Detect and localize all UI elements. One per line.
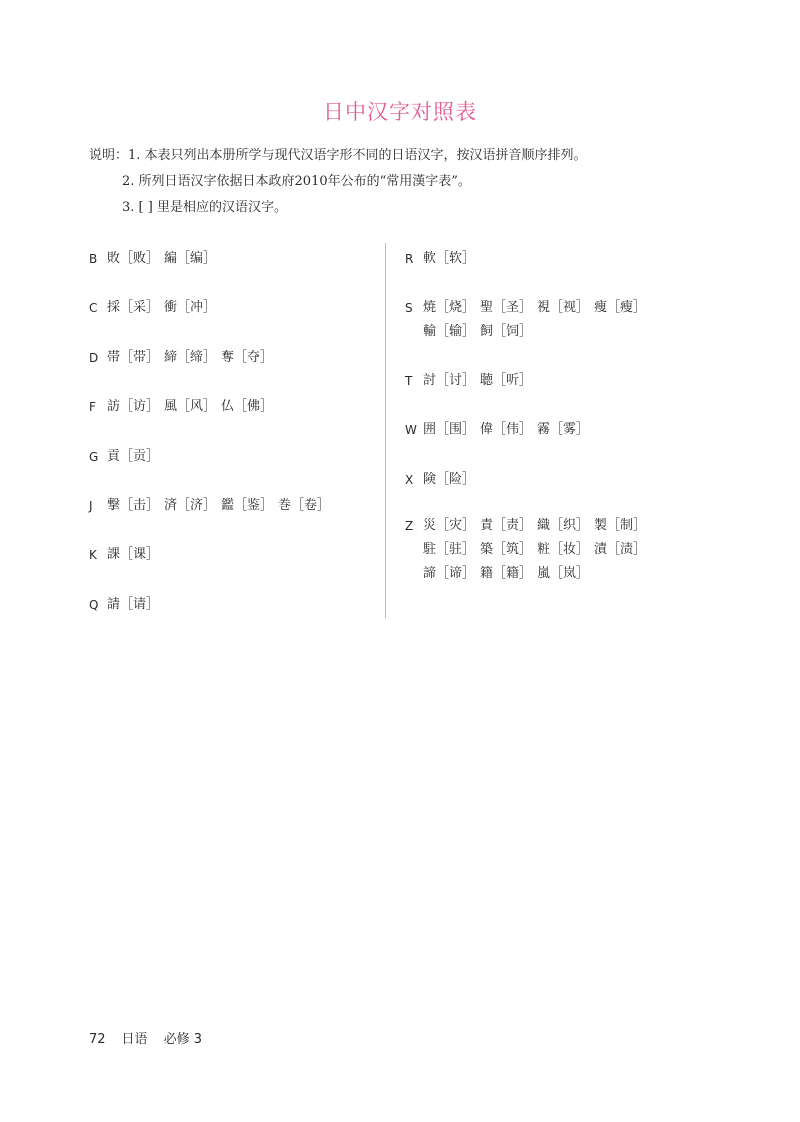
kanji-pair: 撃［击］ <box>107 497 160 513</box>
kanji-pair: 焼［烧］ <box>423 300 476 315</box>
letter-group-f <box>89 395 369 444</box>
kanji-pair: 痩［瘦］ <box>594 300 647 315</box>
page-title: 日中汉字对照表 <box>323 100 477 124</box>
letter-group-j <box>89 494 369 543</box>
letter-group-k <box>89 543 369 592</box>
kanji-pair: 巻［卷］ <box>278 497 331 513</box>
kanji-pair: 諦［谛］ <box>423 566 476 581</box>
letter-group-x <box>405 468 705 514</box>
kanji-pair: 軟［软］ <box>423 251 476 266</box>
column-divider <box>385 243 386 618</box>
kanji-pair: 責［责］ <box>480 518 533 533</box>
group-letter: J <box>89 498 93 513</box>
kanji-pair: 仏［佛］ <box>221 399 274 415</box>
kanji-pair: 討［讨］ <box>423 373 476 388</box>
page-footer <box>89 1028 218 1047</box>
group-letter: C <box>89 301 98 316</box>
group-letter: D <box>89 350 99 365</box>
note-line-3: 3. [ ] 里是相应的汉语汉字。 <box>122 200 287 215</box>
kanji-pair: 険［险］ <box>423 472 476 487</box>
group-letter: Z <box>405 519 414 533</box>
kanji-pair: 霧［雾］ <box>537 422 590 437</box>
kanji-pair: 奪［夺］ <box>221 349 274 365</box>
kanji-pair: 請［请］ <box>107 596 160 612</box>
kanji-pair: 飼［饲］ <box>480 324 533 339</box>
kanji-pair: 輸［输］ <box>423 324 476 339</box>
group-letter: W <box>405 423 417 437</box>
left-column <box>89 247 369 642</box>
letter-group-d <box>89 346 369 395</box>
letter-group-q <box>89 593 369 642</box>
kanji-pair: 編［编］ <box>164 251 217 266</box>
kanji-pair: 災［灾］ <box>423 518 476 533</box>
kanji-pair: 嵐［岚］ <box>537 566 590 581</box>
note-line-2: 2. 所列日语汉字依据日本政府2010年公布的“常用漢字表”。 <box>122 174 471 189</box>
group-letter: Q <box>89 597 99 612</box>
page-number: 72 <box>89 1032 106 1047</box>
kanji-pair: 課［课］ <box>107 547 160 563</box>
letter-group-b <box>89 247 369 296</box>
kanji-pair: 済［济］ <box>164 497 217 513</box>
kanji-pair: 偉［伟］ <box>480 422 533 437</box>
group-letter: X <box>405 473 414 487</box>
kanji-pair: 視［视］ <box>537 300 590 315</box>
group-letter: G <box>89 449 99 464</box>
group-letter: R <box>405 252 414 266</box>
kanji-pair: 採［采］ <box>107 300 160 316</box>
group-letter: T <box>405 374 413 388</box>
kanji-pair: 築［筑］ <box>480 542 533 557</box>
note-line-1: 说明：1. 本表只列出本册所学与现代汉语字形不同的日语汉字，按汉语拼音顺序排列。 <box>89 148 587 163</box>
letter-group-g <box>89 445 369 494</box>
kanji-pair: 漬［渍］ <box>594 542 647 557</box>
kanji-pair: 駐［驻］ <box>423 542 476 557</box>
kanji-pair: 貢［贡］ <box>107 448 160 464</box>
kanji-pair: 鑑［鉴］ <box>221 497 274 513</box>
kanji-pair: 籍［籍］ <box>480 566 533 581</box>
kanji-pair: 締［缔］ <box>164 349 217 365</box>
letter-group-s <box>405 296 705 369</box>
letter-group-z <box>405 514 705 586</box>
letter-group-t <box>405 369 705 418</box>
group-letter: K <box>89 548 97 563</box>
kanji-pair: 聴［听］ <box>480 373 533 388</box>
kanji-pair: 衝［冲］ <box>164 300 217 316</box>
book-name: 日语 <box>121 1032 148 1047</box>
kanji-pair: 風［风］ <box>164 399 217 415</box>
kanji-pair: 製［制］ <box>594 518 647 533</box>
letter-group-w <box>405 418 705 468</box>
kanji-pair: 帯［带］ <box>107 349 160 365</box>
explanation-notes <box>89 146 587 224</box>
group-letter: S <box>405 301 413 315</box>
volume-name: 必修 3 <box>163 1032 202 1047</box>
letter-group-r <box>405 247 705 296</box>
kanji-pair: 敗［败］ <box>107 251 160 266</box>
right-column <box>405 247 705 586</box>
group-letter: B <box>89 252 98 266</box>
kanji-pair: 聖［圣］ <box>480 300 533 315</box>
kanji-pair: 織［织］ <box>537 518 590 533</box>
group-letter: F <box>89 400 96 415</box>
kanji-pair: 訪［访］ <box>107 399 160 415</box>
kanji-pair: 粧［妆］ <box>537 542 590 557</box>
kanji-pair: 囲［围］ <box>423 422 476 437</box>
letter-group-c <box>89 296 369 345</box>
